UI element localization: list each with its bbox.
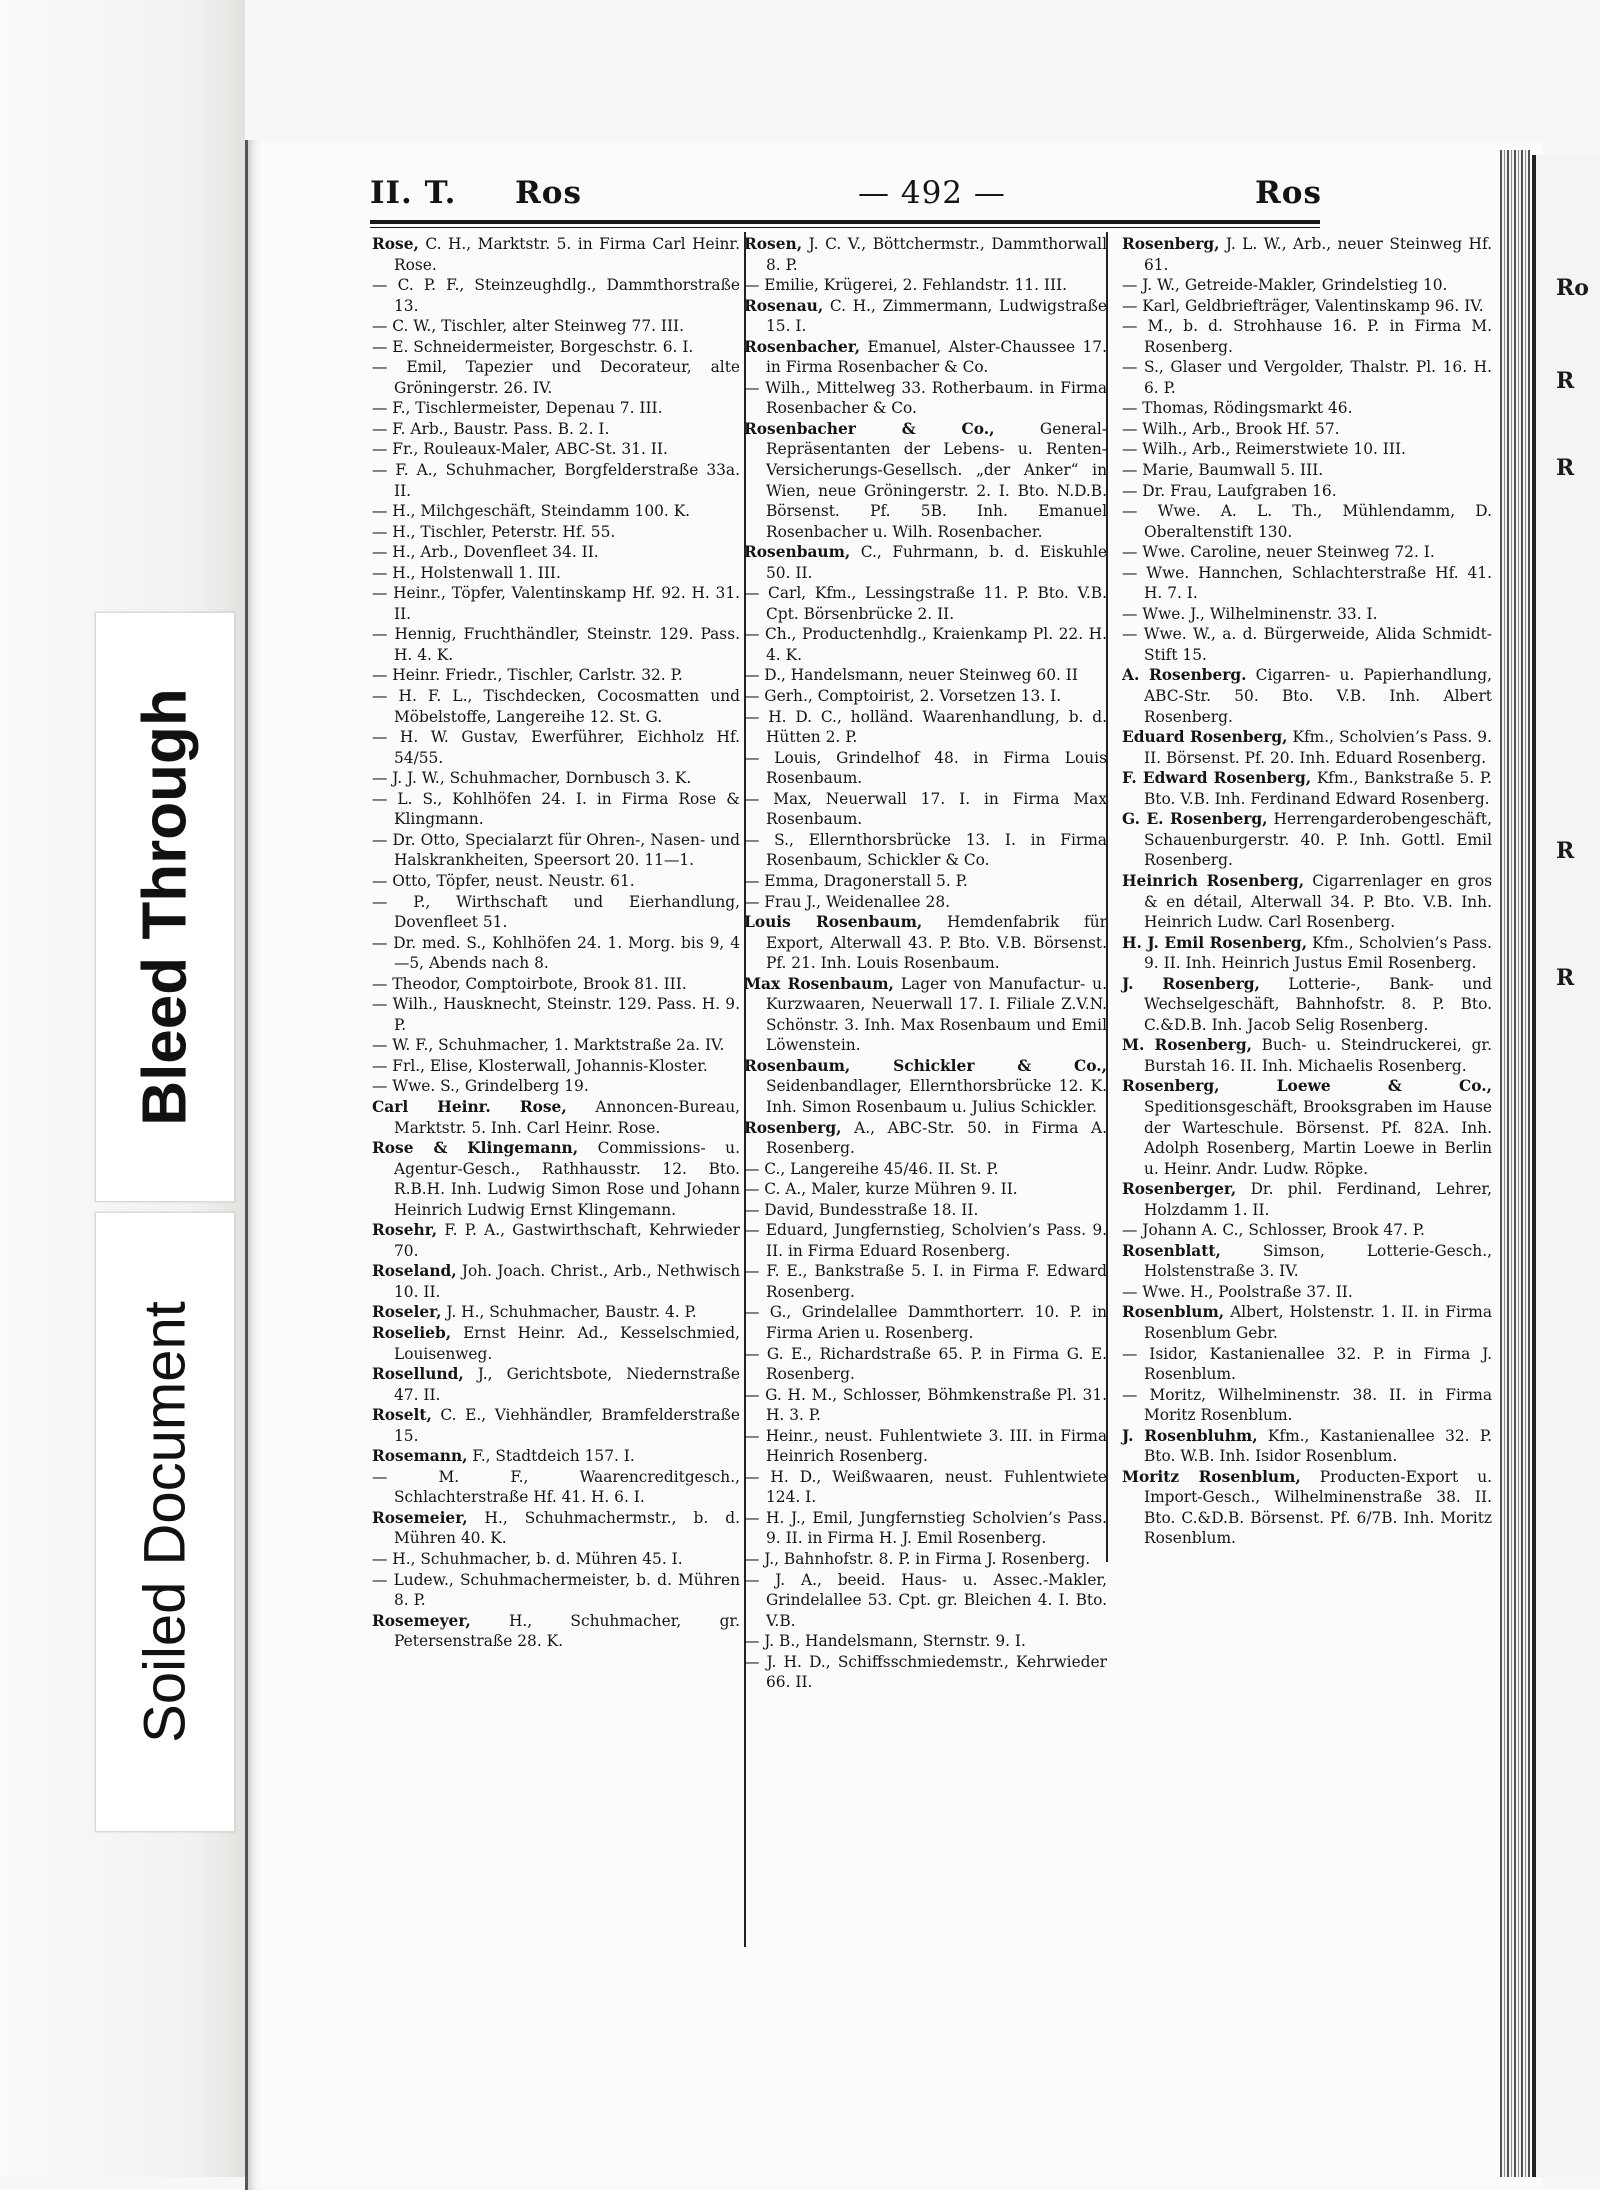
entry-details: — Heinr., Töpfer, Valentinskamp Hf. 92. H. 31. II.: [372, 584, 740, 623]
entry-details: — H., Schuhmacher, b. d. Mühren 45. I.: [372, 1550, 683, 1568]
directory-entry: [372, 892, 740, 933]
entry-details: — C., Langereihe 45/46. II. St. P.: [744, 1159, 999, 1178]
entry-details: J., Gerichtsbote, Niedernstraße 47. II.: [394, 1365, 740, 1404]
entry-details: — F. Arb., Baustr. Pass. B. 2. I.: [372, 419, 610, 438]
directory-entry: [1122, 768, 1492, 809]
entry-details: — Wilh., Arb., Brook Hf. 57.: [1122, 419, 1340, 438]
directory-entry: [372, 1549, 740, 1570]
entry-details: C., Fuhrmann, b. d. Eiskuhle 50. II.: [766, 543, 1107, 582]
entry-name: Rose,: [372, 235, 419, 253]
entry-details: H., Schuhmacher, gr. Petersenstraße 28. K.: [394, 1611, 740, 1651]
directory-entry: [744, 1344, 1107, 1385]
entry-details: — J., Bahnhofstr. 8. P. in Firma J. Rosenberg.: [744, 1550, 1091, 1568]
entry-details: — Ludew., Schuhmachermeister, b. d. Mühren 8. P.: [372, 1570, 740, 1610]
entry-name: Rosenbacher & Co.,: [744, 419, 995, 438]
entry-details: — S., Ellernthorsbrücke 13. I. in Firma Rosenbaum, Schickler & Co.: [744, 830, 1107, 870]
bleed-through-text: Bleed Through: [130, 688, 200, 1126]
catchword-left: Ros: [515, 175, 582, 211]
directory-entry: [1122, 1385, 1492, 1426]
entry-details: — Johann A. C., Schlosser, Brook 47. P.: [1122, 1221, 1425, 1240]
directory-entry: [1122, 1241, 1492, 1282]
directory-entry: [372, 974, 740, 995]
entry-details: F. P. A., Gastwirthschaft, Kehrwieder 70.: [394, 1221, 740, 1260]
directory-entry: [1122, 933, 1492, 974]
directory-entry: [1122, 501, 1492, 542]
entry-name: J. Rosenberg,: [1122, 974, 1260, 993]
entry-name: Rosenberger,: [1122, 1180, 1237, 1199]
entry-details: — Isidor, Kastanienallee 32. P. in Firma J. Rosenblum.: [1122, 1344, 1492, 1384]
directory-entry: [744, 1385, 1107, 1426]
entry-details: General-Repräsentanten der Lebens- u. Renten-Versicherungs-Gesellsch. „der Anker“ in Wien, neue Gröningerstr. 2. I. Bto. N.D.B. Börsenst. Pf. 5B. Inh. Emanuel Rosenbacher u. Wilh. Rosenbacher.: [766, 419, 1107, 541]
entry-details: — H. D., Weißwaaren, neust. Fuhlentwiete 124. I.: [744, 1467, 1107, 1507]
entry-details: — Wwe. Hannchen, Schlachterstraße Hf. 41. H. 7. I.: [1122, 563, 1492, 603]
adjacent-page-fragment: R: [1556, 965, 1575, 991]
directory-entry: [372, 1261, 740, 1302]
directory-entry: [372, 1302, 740, 1323]
entry-name: Roseler,: [372, 1303, 442, 1322]
entry-details: — M., b. d. Strohhause 16. P. in Firma M. Rosenberg.: [1122, 317, 1492, 356]
directory-entry: [1122, 1344, 1492, 1385]
entry-details: H., Schuhmachermstr., b. d. Mühren 40. K.: [394, 1508, 740, 1548]
entry-details: — Louis, Grindelhof 48. in Firma Louis Rosenbaum.: [744, 748, 1107, 788]
soiled-document-label: [95, 1212, 235, 1832]
entry-details: A., ABC-Str. 50. in Firma A. Rosenberg.: [766, 1118, 1107, 1158]
adjacent-page-fragment: R: [1556, 368, 1575, 394]
directory-entry: [744, 830, 1107, 871]
directory-entry: [744, 1056, 1107, 1118]
entry-name: Max Rosenbaum,: [744, 974, 894, 993]
entry-details: Seidenbandlager, Ellernthorsbrücke 12. K. Inh. Simon Rosenbaum u. Julius Schickler.: [766, 1077, 1107, 1116]
directory-entry: [1122, 460, 1492, 481]
entry-details: — F. E., Bankstraße 5. I. in Firma F. Edward Rosenberg.: [744, 1262, 1107, 1301]
soiled-document-text: Soiled Document: [132, 1301, 198, 1743]
entry-name: Rosenberg,: [744, 1118, 842, 1137]
directory-entry: [372, 727, 740, 768]
directory-entry: [744, 1200, 1107, 1221]
entry-name: H. J. Emil Rosenberg,: [1122, 933, 1308, 952]
directory-entry: [1122, 727, 1492, 768]
entry-details: — H., Milchgeschäft, Steindamm 100. K.: [372, 502, 691, 521]
entry-details: Herrengarderobengeschäft, Schauenburgerstr. 40. P. Inh. Gottl. Emil Rosenberg.: [1144, 810, 1492, 870]
entry-name: Rosenberg,: [1122, 235, 1220, 253]
entry-details: — Wwe. J., Wilhelminenstr. 33. I.: [1122, 604, 1378, 623]
entry-details: — G., Grindelallee Dammthorterr. 10. P. in Firma Arien u. Rosenberg.: [744, 1303, 1107, 1342]
entry-details: — Wilh., Hausknecht, Steinstr. 129. Pass. H. 9. P.: [372, 995, 740, 1034]
entry-name: Rosenbaum,: [744, 543, 851, 562]
entry-details: — Thomas, Rödingsmarkt 46.: [1122, 399, 1353, 418]
entry-details: Producten-Export u. Import-Gesch., Wilhelminenstraße 38. II. Bto. C.&D.B. Börsenst. Pf. 6/7B. Inh. Moritz Rosenblum.: [1144, 1467, 1492, 1548]
entry-details: — C. P. F., Steinzeughdlg., Dammthorstraße 13.: [372, 276, 740, 315]
entry-details: Hemdenfabrik für Export, Alterwall 43. P. Bto. V.B. Börsenst. Pf. 21. Inh. Louis Rosenbaum.: [766, 913, 1107, 973]
directory-entry: [372, 1446, 740, 1467]
directory-entry: [372, 563, 740, 584]
directory-entry: [372, 460, 740, 501]
entry-details: — Karl, Geldbriefträger, Valentinskamp 96. IV.: [1122, 296, 1484, 315]
entry-details: — H. J., Emil, Jungfernstieg Scholvien’s Pass. 9. II. in Firma H. J. Emil Rosenberg.: [744, 1508, 1107, 1548]
entry-details: Kfm., Scholvien’s Pass. 9. II. Inh. Heinrich Justus Emil Rosenberg.: [1144, 933, 1492, 973]
directory-entry: [1122, 809, 1492, 871]
directory-entry: [372, 357, 740, 398]
entry-details: Kfm., Bankstraße 5. P. Bto. V.B. Inh. Ferdinand Edward Rosenberg.: [1144, 769, 1492, 808]
entry-name: G. E. Rosenberg,: [1122, 810, 1268, 829]
directory-entry: [744, 665, 1107, 686]
directory-entry: [744, 1261, 1107, 1302]
directory-entry: [1122, 665, 1492, 727]
entry-details: — C. W., Tischler, alter Steinweg 77. III.: [372, 317, 685, 336]
entry-details: — H., Holstenwall 1. III.: [372, 563, 561, 582]
adjacent-page-fragment: Ro: [1556, 275, 1589, 301]
entry-details: — H. F. L., Tischdecken, Cocosmatten und Möbelstoffe, Langereihe 12. St. G.: [372, 687, 740, 726]
directory-entry: [1122, 624, 1492, 665]
entry-name: Heinrich Rosenberg,: [1122, 871, 1305, 890]
directory-entry: [1122, 1179, 1492, 1220]
entry-details: — J. B., Handelsmann, Sternstr. 9. I.: [744, 1632, 1026, 1651]
directory-entry: [372, 624, 740, 665]
entry-details: — J. A., beeid. Haus- u. Assec.-Makler, Grindelallee 53. Cpt. gr. Bleichen 4. I. Bto. V.B.: [744, 1570, 1107, 1630]
entry-details: — E. Schneidermeister, Borgeschstr. 6. I.: [372, 337, 694, 356]
page-header: [370, 175, 1330, 219]
entry-details: — Fr., Rouleaux-Maler, ABC-St. 31. II.: [372, 440, 668, 459]
directory-entry: [744, 1118, 1107, 1159]
directory-entry: [1122, 604, 1492, 625]
entry-details: — Theodor, Comptoirbote, Brook 81. III.: [372, 974, 687, 993]
directory-entry: [1122, 439, 1492, 460]
entry-details: J. H., Schuhmacher, Baustr. 4. P.: [441, 1303, 697, 1322]
column-2: [744, 234, 1107, 1693]
entry-name: Roseland,: [372, 1262, 457, 1281]
entry-details: Buch- u. Steindruckerei, gr. Burstah 16. II. Inh. Michaelis Rosenberg.: [1144, 1036, 1492, 1075]
column-1: [372, 234, 740, 1652]
entry-name: Rosehr,: [372, 1221, 438, 1240]
entry-details: — J. J. W., Schuhmacher, Dornbusch 3. K.: [372, 769, 692, 788]
directory-entry: [744, 686, 1107, 707]
directory-entry: [372, 234, 740, 275]
entry-details: C. H., Marktstr. 5. in Firma Carl Heinr. Rose.: [394, 235, 740, 274]
directory-entry: [372, 419, 740, 440]
entry-name: Rosenblum,: [1122, 1303, 1225, 1322]
directory-entry: [372, 1405, 740, 1446]
directory-entry: [1122, 275, 1492, 296]
directory-entry: [1122, 1282, 1492, 1303]
entry-details: — Gerh., Comptoirist, 2. Vorsetzen 13. I.: [744, 687, 1062, 706]
directory-entry: [1122, 1467, 1492, 1549]
entry-details: — Marie, Baumwall 5. III.: [1122, 461, 1324, 480]
directory-entry: [372, 522, 740, 543]
directory-entry: [744, 1570, 1107, 1632]
entry-details: — H. D. C., holländ. Waarenhandlung, b. d. Hütten 2. P.: [744, 707, 1107, 747]
directory-entry: [1122, 871, 1492, 933]
directory-entry: [1122, 563, 1492, 604]
entry-name: Eduard Rosenberg,: [1122, 728, 1288, 747]
directory-entry: [1122, 1076, 1492, 1179]
entry-details: — L. S., Kohlhöfen 24. I. in Firma Rose & Klingmann.: [372, 789, 740, 829]
entry-details: F., Stadtdeich 157. I.: [467, 1447, 635, 1466]
directory-entry: [372, 275, 740, 316]
entry-details: — Otto, Töpfer, neust. Neustr. 61.: [372, 871, 635, 890]
entry-details: — Wwe. H., Poolstraße 37. II.: [1122, 1282, 1353, 1301]
directory-entry: [744, 1220, 1107, 1261]
column-3: [1122, 234, 1492, 1549]
entry-details: — Dr. med. S., Kohlhöfen 24. 1. Morg. bis 9, 4—5, Abends nach 8.: [372, 933, 740, 973]
directory-entry: [372, 830, 740, 871]
entry-details: Ernst Heinr. Ad., Kesselschmied, Louisenweg.: [394, 1323, 740, 1363]
directory-entry: [372, 1508, 740, 1549]
directory-entry: [1122, 481, 1492, 502]
directory-entry: [744, 1549, 1107, 1570]
entry-details: — H. W. Gustav, Ewerführer, Eichholz Hf. 54/55.: [372, 728, 740, 767]
entry-details: — Eduard, Jungfernstieg, Scholvien’s Pass. 9. II. in Firma Eduard Rosenberg.: [744, 1221, 1107, 1260]
directory-entry: [372, 789, 740, 830]
directory-entry: [372, 871, 740, 892]
entry-details: Joh. Joach. Christ., Arb., Nethwisch 10. II.: [394, 1262, 740, 1301]
directory-entry: [372, 686, 740, 727]
entry-details: — Heinr., neust. Fuhlentwiete 3. III. in Firma Heinrich Rosenberg.: [744, 1426, 1107, 1466]
entry-details: — Hennig, Fruchthändler, Steinstr. 129. Pass. H. 4. K.: [372, 625, 740, 664]
entry-name: Rosen,: [744, 235, 803, 253]
directory-entry: [372, 542, 740, 563]
header-rule-thin: [370, 227, 1320, 228]
entry-details: Lager von Manufactur- u. Kurzwaaren, Neuerwall 17. I. Filiale Z.V.N. Schönstr. 3. Inh. Max Rosenbaum und Emil Löwenstein.: [766, 974, 1107, 1055]
entry-details: — Frl., Elise, Klosterwall, Johannis-Kloster.: [372, 1056, 708, 1075]
entry-details: — Wwe. A. L. Th., Mühlendamm, D. Oberaltenstift 130.: [1122, 502, 1492, 541]
entry-name: M. Rosenberg,: [1122, 1036, 1253, 1055]
directory-entry: [744, 419, 1107, 542]
entry-name: Louis Rosenbaum,: [744, 913, 923, 932]
entry-details: — P., Wirthschaft und Eierhandlung, Dovenfleet 51.: [372, 892, 740, 932]
directory-entry: [372, 1323, 740, 1364]
catchword-right: Ros: [1255, 175, 1322, 211]
entry-name: A. Rosenberg.: [1122, 666, 1247, 685]
directory-entry: [744, 1159, 1107, 1180]
entry-details: C. E., Viehhändler, Bramfelderstraße 15.: [394, 1406, 740, 1445]
entry-details: — Wilh., Arb., Reimerstwiete 10. III.: [1122, 440, 1406, 459]
entry-name: Rosenbacher,: [744, 337, 861, 356]
directory-entry: [372, 1138, 740, 1220]
entry-details: — Emilie, Krügerei, 2. Fehlandstr. 11. III.: [744, 276, 1067, 295]
adjacent-page-fragment: R: [1556, 455, 1575, 481]
directory-entry: [372, 439, 740, 460]
entry-details: — H., Tischler, Peterstr. Hf. 55.: [372, 522, 616, 541]
directory-entry: [744, 542, 1107, 583]
directory-entry: [372, 398, 740, 419]
entry-name: Rosemeyer,: [372, 1611, 471, 1630]
directory-entry: [372, 501, 740, 522]
entry-details: — W. F., Schuhmacher, 1. Marktstraße 2a. IV.: [372, 1036, 725, 1055]
entry-details: — Carl, Kfm., Lessingstraße 11. P. Bto. V.B. Cpt. Börsenbrücke 2. II.: [744, 584, 1107, 623]
entry-details: — J. W., Getreide-Makler, Grindelstieg 10.: [1122, 276, 1448, 295]
entry-details: Dr. phil. Ferdinand, Lehrer, Holzdamm 1. II.: [1144, 1180, 1492, 1219]
entry-name: Roselt,: [372, 1406, 432, 1425]
entry-details: — Ch., Productenhdlg., Kraienkamp Pl. 22. H. 4. K.: [744, 625, 1107, 664]
directory-entry: [744, 275, 1107, 296]
entry-name: F. Edward Rosenberg,: [1122, 769, 1312, 788]
directory-entry: [372, 1364, 740, 1405]
page-edge: [1500, 150, 1530, 2177]
directory-entry: [1122, 1035, 1492, 1076]
directory-entry: [372, 1056, 740, 1077]
adjacent-page-fragment: R: [1556, 838, 1575, 864]
directory-entry: [1122, 296, 1492, 317]
entry-details: — Emma, Dragonerstall 5. P.: [744, 871, 968, 890]
directory-entry: [744, 234, 1107, 275]
entry-name: Rosemann,: [372, 1447, 468, 1466]
entry-name: Rosemeier,: [372, 1508, 468, 1527]
entry-details: — G. H. M., Schlosser, Böhmkenstraße Pl. 31. H. 3. P.: [744, 1385, 1107, 1425]
entry-details: — G. E., Richardstraße 65. P. in Firma G. E. Rosenberg.: [744, 1344, 1107, 1384]
directory-entry: [744, 337, 1107, 378]
directory-entry: [744, 624, 1107, 665]
directory-entry: [744, 1426, 1107, 1467]
entry-details: — Heinr. Friedr., Tischler, Carlstr. 32. P.: [372, 666, 683, 685]
entry-details: Simson, Lotterie-Gesch., Holstenstraße 3. IV.: [1144, 1241, 1492, 1281]
directory-entry: [372, 665, 740, 686]
directory-entry: [1122, 419, 1492, 440]
entry-details: — Max, Neuerwall 17. I. in Firma Max Rosenbaum.: [744, 789, 1107, 829]
directory-entry: [744, 974, 1107, 1056]
directory-entry: [372, 316, 740, 337]
entry-details: — M. F., Waarencreditgesch., Schlachterstraße Hf. 41. H. 6. I.: [372, 1467, 740, 1507]
entry-name: Rosellund,: [372, 1365, 464, 1384]
directory-entry: [744, 1302, 1107, 1343]
directory-entry: [372, 933, 740, 974]
entry-details: Cigarren- u. Papierhandlung, ABC-Str. 50. Bto. V.B. Inh. Albert Rosenberg.: [1144, 666, 1492, 726]
directory-entry: [744, 378, 1107, 419]
directory-entry: [744, 1631, 1107, 1652]
entry-details: — Wwe. S., Grindelberg 19.: [372, 1077, 589, 1096]
entry-details: J. L. W., Arb., neuer Steinweg Hf. 61.: [1144, 235, 1492, 274]
entry-details: — Emil, Tapezier und Decorateur, alte Gröningerstr. 26. IV.: [372, 358, 740, 397]
entry-details: — F. A., Schuhmacher, Borgfelderstraße 33a. II.: [372, 461, 740, 500]
directory-entry: [744, 871, 1107, 892]
directory-entry: [372, 1076, 740, 1097]
entry-details: — C. A., Maler, kurze Mühren 9. II.: [744, 1180, 1018, 1199]
directory-entry: [744, 583, 1107, 624]
directory-entry: [1122, 316, 1492, 357]
entry-details: — Wwe. W., a. d. Bürgerweide, Alida Schmidt-Stift 15.: [1122, 625, 1492, 664]
entry-details: — D., Handelsmann, neuer Steinweg 60. II: [744, 666, 1078, 685]
page-number: — 492 —: [858, 175, 1006, 211]
directory-entry: [1122, 398, 1492, 419]
entry-details: Cigarrenlager en gros & en détail, Alterwall 34. P. Bto. V.B. Inh. Heinrich Ludw. Carl Rosenberg.: [1144, 871, 1492, 932]
directory-entry: [744, 707, 1107, 748]
entry-details: Lotterie-, Bank- und Wechselgeschäft, Bahnhofstr. 8. P. Bto. C.&D.B. Inh. Jacob Selig Rosenberg.: [1144, 974, 1492, 1034]
directory-entry: [372, 1097, 740, 1138]
entry-details: — J. H. D., Schiffsschmiedemstr., Kehrwieder 66. II.: [744, 1652, 1107, 1692]
directory-entry: [372, 1467, 740, 1508]
directory-entry: [744, 1467, 1107, 1508]
entry-details: — S., Glaser und Vergolder, Thalstr. Pl. 16. H. 6. P.: [1122, 358, 1492, 397]
entry-name: J. Rosenbluhm,: [1122, 1426, 1258, 1445]
directory-entry: [1122, 542, 1492, 563]
entry-details: — Frau J., Weidenallee 28.: [744, 892, 951, 911]
directory-entry: [744, 748, 1107, 789]
directory-entry: [1122, 1302, 1492, 1343]
directory-entry: [1122, 1426, 1492, 1467]
entry-details: — Wwe. Caroline, neuer Steinweg 72. I.: [1122, 543, 1435, 562]
entry-details: — H., Arb., Dovenfleet 34. II.: [372, 543, 599, 562]
directory-entry: [744, 892, 1107, 913]
directory-entry: [1122, 357, 1492, 398]
directory-entry: [1122, 974, 1492, 1036]
entry-details: Albert, Holstenstr. 1. II. in Firma Rosenblum Gebr.: [1144, 1303, 1492, 1342]
entry-details: — Dr. Otto, Specialarzt für Ohren-, Nasen- und Halskrankheiten, Speersort 20. 11—1.: [372, 830, 740, 870]
entry-details: Speditionsgeschäft, Brooksgraben im Hause der Warteschule. Börsenst. Pf. 82A. Inh. Adolph Rosenberg, Martin Loewe in Berlin u. Heinr. Andr. Ludw. Röpke.: [1144, 1097, 1492, 1178]
entry-details: — F., Tischlermeister, Depenau 7. III.: [372, 399, 663, 418]
header-rule: [370, 220, 1320, 224]
directory-entry: [372, 1611, 740, 1652]
entry-name: Rosenau,: [744, 296, 824, 315]
directory-entry: [744, 789, 1107, 830]
entry-details: J. C. V., Böttchermstr., Dammthorwall 8. P.: [766, 235, 1107, 274]
directory-entry: [372, 1220, 740, 1261]
entry-details: Emanuel, Alster-Chaussee 17. in Firma Rosenbacher & Co.: [766, 337, 1107, 377]
directory-entry: [744, 1179, 1107, 1200]
entry-details: Kfm., Scholvien’s Pass. 9. II. Börsenst. Pf. 20. Inh. Eduard Rosenberg.: [1144, 728, 1492, 767]
directory-entry: [372, 337, 740, 358]
entry-name: Rose & Klingemann,: [372, 1139, 579, 1158]
entry-name: Roselieb,: [372, 1323, 452, 1342]
entry-name: Rosenberg, Loewe & Co.,: [1122, 1077, 1492, 1096]
entry-details: — Wilh., Mittelweg 33. Rotherbaum. in Firma Rosenbacher & Co.: [744, 378, 1107, 418]
entry-name: Rosenbaum, Schickler & Co.,: [744, 1056, 1107, 1075]
entry-details: — Dr. Frau, Laufgraben 16.: [1122, 481, 1337, 500]
directory-entry: [744, 1652, 1107, 1693]
bleed-through-label: [95, 612, 235, 1202]
entry-name: Carl Heinr. Rose,: [372, 1097, 567, 1116]
entry-details: — Moritz, Wilhelminenstr. 38. II. in Firma Moritz Rosenblum.: [1122, 1385, 1492, 1425]
entry-details: Annoncen-Bureau, Marktstr. 5. Inh. Carl Heinr. Rose.: [394, 1097, 740, 1137]
directory-entry: [372, 1035, 740, 1056]
entry-name: Moritz Rosenblum,: [1122, 1467, 1301, 1486]
directory-entry: [372, 1570, 740, 1611]
entry-details: Kfm., Kastanienallee 32. P. Bto. W.B. Inh. Isidor Rosenblum.: [1144, 1426, 1492, 1466]
entry-name: Rosenblatt,: [1122, 1241, 1221, 1260]
section-label: II. T.: [370, 175, 457, 211]
directory-entry: [372, 768, 740, 789]
directory-entry: [372, 994, 740, 1035]
directory-entry: [744, 912, 1107, 974]
directory-entry: [744, 296, 1107, 337]
entry-details: — David, Bundesstraße 18. II.: [744, 1200, 979, 1219]
entry-details: C. H., Zimmermann, Ludwigstraße 15. I.: [766, 296, 1107, 336]
entry-details: Commissions- u. Agentur-Gesch., Rathhausstr. 12. Bto. R.B.H. Inh. Ludwig Simon Rose und Johann Heinrich Ludwig Ernst Klingemann.: [394, 1139, 740, 1219]
directory-entry: [372, 583, 740, 624]
directory-entry: [744, 1508, 1107, 1549]
directory-entry: [1122, 234, 1492, 275]
directory-entry: [1122, 1220, 1492, 1241]
